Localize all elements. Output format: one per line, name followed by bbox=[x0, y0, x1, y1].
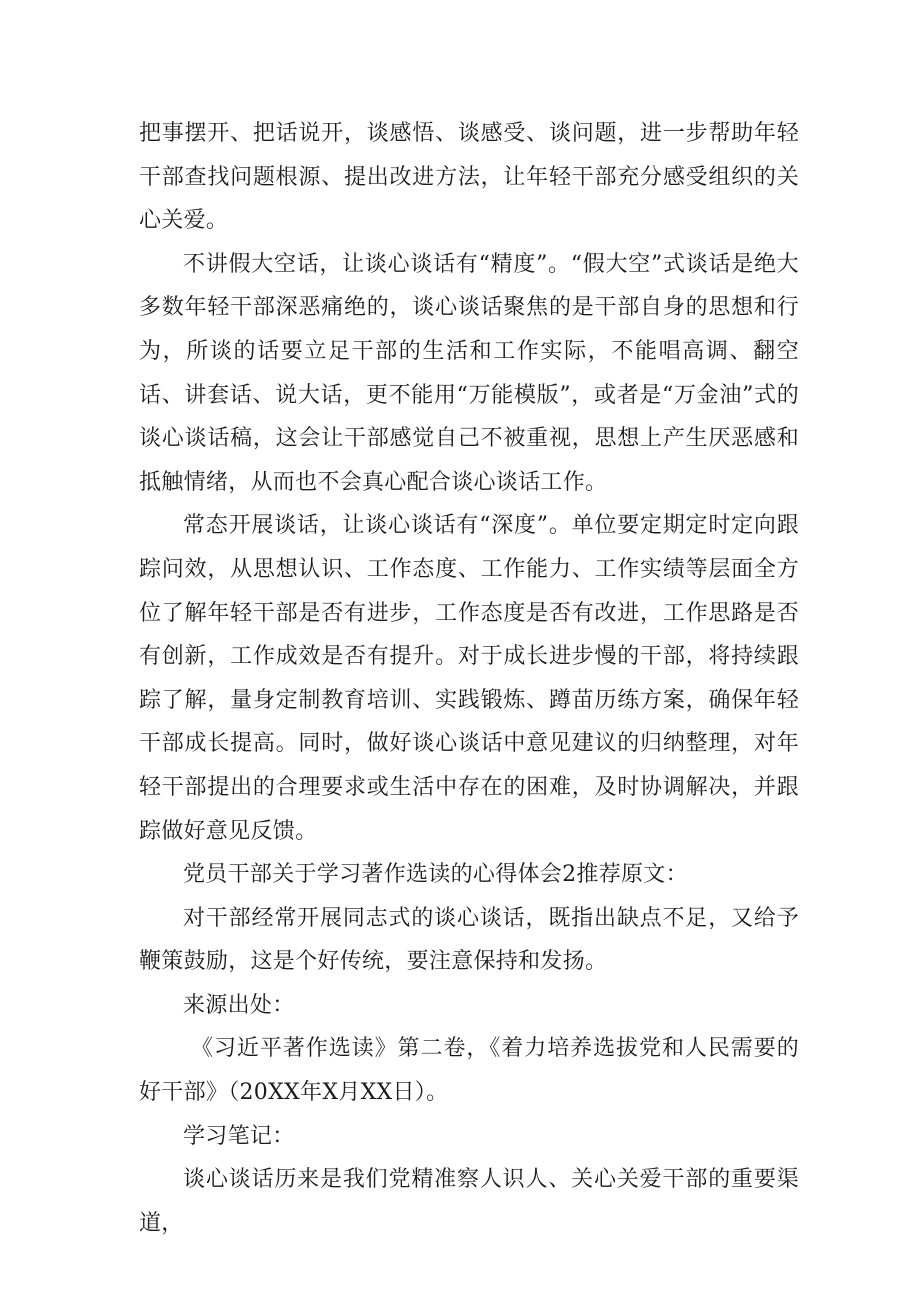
paragraph-source-citation: 《习近平著作选读》第二卷，《着力培养选拔党和人民需要的好干部》（20XX年X月XX日）。 bbox=[139, 1036, 799, 1106]
section-heading-recommended-text: 党员干部关于学习著作选读的心得体会2推荐原文： bbox=[183, 862, 688, 888]
document-body bbox=[139, 112, 799, 1245]
paragraph-depth: 常态开展谈话，让谈心谈话有“深度”。单位要定期定时定向跟踪问效，从思想认识、工作态度、工作能力、工作实绩等层面全方位了解年轻干部是否有进步，工作态度是否有改进，工作思路是否有创新，工作成效是否有提升。对于成长进步慢的干部，将持续跟踪了解，量身定制教育培训、实践锻炼、蹲苗历练方案，确保年轻干部成长提高。同时，做好谈心谈话中意见建议的归纳整理，对年轻干部提出的合理要求或生活中存在的困难，及时协调解决，并跟踪做好意见反馈。 bbox=[139, 513, 799, 844]
paragraph-original-quote: 对干部经常开展同志式的谈心谈话，既指出缺点不足，又给予鞭策鼓励，这是个好传统，要注意保持和发扬。 bbox=[139, 905, 799, 975]
paragraph-continuation: 把事摆开、把话说开，谈感悟、谈感受、谈问题，进一步帮助年轻干部查找问题根源、提出改进方法，让年轻干部充分感受组织的关心关爱。 bbox=[139, 121, 799, 234]
label-study-notes: 学习笔记： bbox=[183, 1123, 295, 1149]
label-source: 来源出处： bbox=[183, 992, 295, 1018]
paragraph-precision: 不讲假大空话，让谈心谈话有“精度”。“假大空”式谈话是绝大多数年轻干部深恶痛绝的，谈心谈话聚焦的是干部自身的思想和行为，所谈的话要立足干部的生活和工作实际，不能唱高调、翻空话、讲套话、说大话，更不能用“万能模版”，或者是“万金油”式的谈心谈话稿，这会让干部感觉自己不被重视，思想上产生厌恶感和抵触情绪，从而也不会真心配合谈心谈话工作。 bbox=[139, 251, 799, 495]
paragraph-study-notes: 谈心谈话历来是我们党精准察人识人、关心关爱干部的重要渠道， bbox=[139, 1167, 799, 1236]
